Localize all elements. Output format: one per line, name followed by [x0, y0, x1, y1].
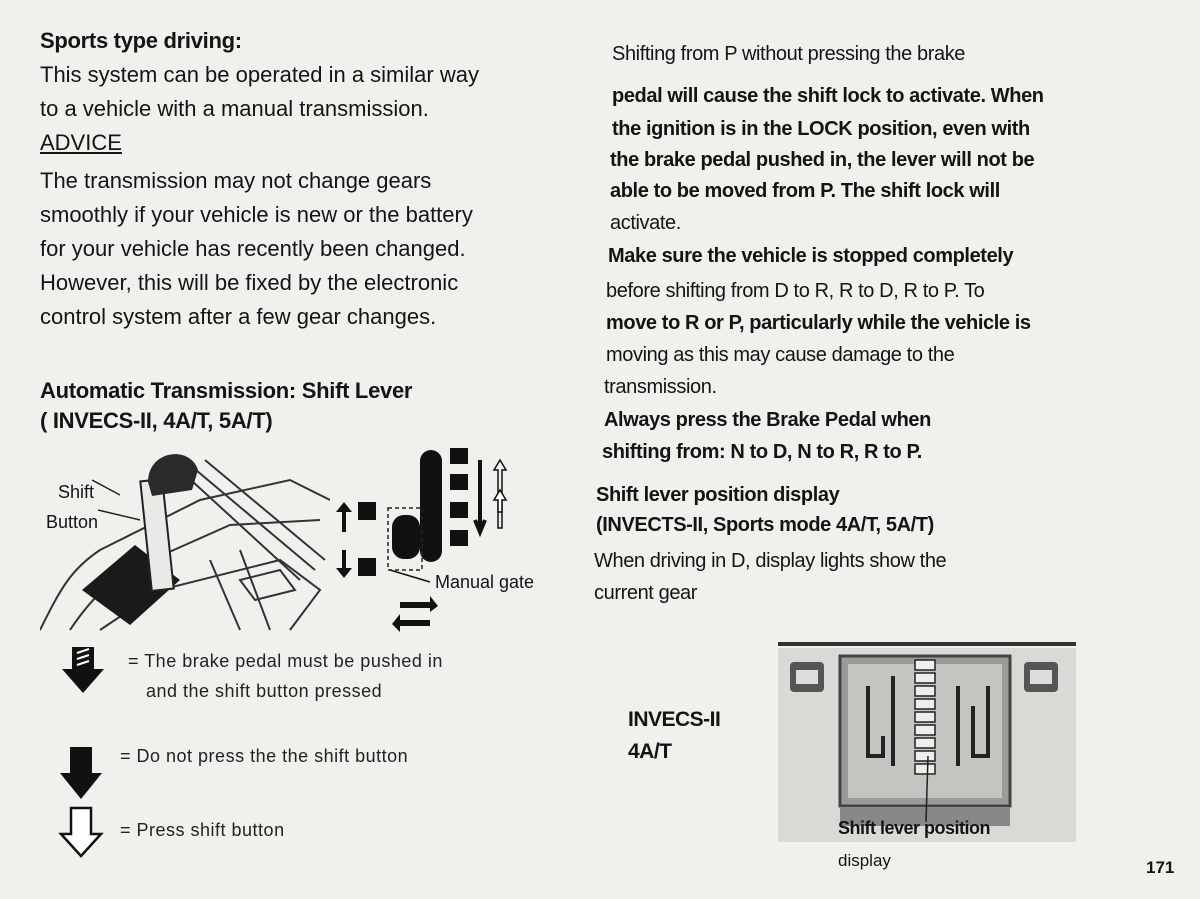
stop-line-5: transmission. [604, 376, 717, 398]
legend-item-3: = Press shift button [120, 820, 285, 840]
manual-gate-label: Manual gate [435, 572, 535, 592]
display-caption-2: display [838, 851, 891, 870]
advice-line-3: for your vehicle has recently been changed. [40, 236, 466, 261]
shift-gate-diagram [330, 440, 530, 635]
advice-heading: ADVICE [40, 130, 122, 155]
stop-line-2: before shifting from D to R, R to D, R to P. To [606, 280, 985, 302]
display-caption-1: Shift lever position [838, 818, 991, 838]
shift-lock-line-4: the brake pedal pushed in, the lever will not be [610, 149, 1035, 171]
brake-warning-line-2: shifting from: N to D, N to R, R to P. [602, 441, 922, 463]
sports-heading: Sports type driving: [40, 28, 242, 53]
shift-lever-heading-1: Automatic Transmission: Shift Lever [40, 378, 413, 403]
shift-lever-heading-2: ( INVECS-II, 4A/T, 5A/T) [40, 408, 273, 433]
stop-line-3: move to R or P, particularly while the vehicle is [606, 312, 1031, 334]
shift-position-display-photo [778, 636, 1076, 846]
model-label-2: 4A/T [628, 740, 672, 763]
page-number: 171 [1146, 858, 1175, 877]
model-label-1: INVECS-II [628, 708, 721, 731]
stop-line-1: Make sure the vehicle is stopped completely [608, 245, 1014, 267]
display-heading-1: Shift lever position display [596, 484, 840, 506]
legend-item-1-line-2: and the shift button pressed [146, 681, 383, 701]
shift-lever-illustration [40, 440, 330, 635]
solid-down-arrow-icon [58, 745, 104, 801]
legend-item-1-line-1: = The brake pedal must be pushed in [128, 651, 443, 671]
display-line-1: When driving in D, display lights show the [594, 550, 947, 572]
display-line-2: current gear [594, 582, 698, 604]
shift-button-label-1: Shift [58, 482, 95, 502]
shift-button-label-2: Button [46, 512, 99, 532]
sports-line-1: This system can be operated in a similar way [40, 62, 479, 87]
shift-lock-line-5: able to be moved from P. The shift lock will [610, 180, 1000, 202]
sports-line-2: to a vehicle with a manual transmission. [40, 96, 429, 121]
brake-and-button-arrow-icon [60, 645, 106, 695]
outline-down-arrow-icon [58, 806, 104, 858]
advice-line-1: The transmission may not change gears [40, 168, 432, 193]
stop-line-4: moving as this may cause damage to the [606, 344, 955, 366]
advice-line-5: control system after a few gear changes. [40, 304, 437, 329]
shift-lock-line-6: activate. [610, 212, 681, 234]
advice-line-4: However, this will be fixed by the electronic [40, 270, 459, 295]
shift-lock-line-3: the ignition is in the LOCK position, even with [612, 118, 1030, 140]
advice-line-2: smoothly if your vehicle is new or the battery [40, 202, 473, 227]
legend-item-2: = Do not press the the shift button [120, 746, 409, 766]
shift-lock-line-2: pedal will cause the shift lock to activate. When [612, 85, 1044, 107]
display-heading-2: (INVECTS-II, Sports mode 4A/T, 5A/T) [596, 514, 934, 536]
brake-warning-line-1: Always press the Brake Pedal when [604, 409, 931, 431]
shift-lock-line-1: Shifting from P without pressing the brake [612, 43, 966, 65]
